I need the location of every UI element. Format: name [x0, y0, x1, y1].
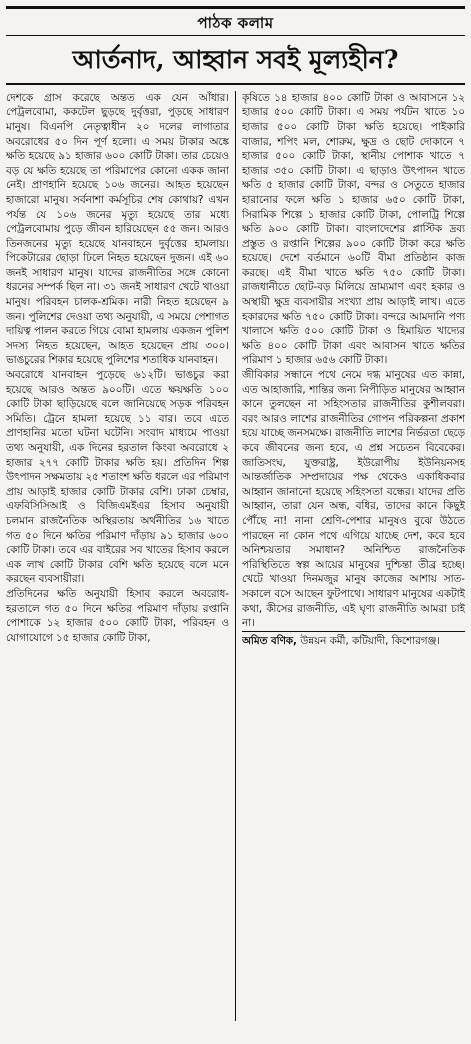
article-body	[6, 91, 465, 1021]
column-right	[242, 91, 465, 1021]
author-details: উন্নয়ন কর্মী, কটিয়াদী, কিশোরগঞ্জ।	[296, 634, 440, 647]
section-rule	[6, 35, 465, 36]
paragraph: জীবিকার সন্ধানে পথে নেমে দগ্ধ মানুষের এত কান্না, এত আহাজারি, শান্তির জন্য নিপীড়িত মানুষের আহ্বান কানে তুলছেন না সহিংসতার রাজনীতির কুশীলবরা। বরং আরও লাশের রাজনীতির গোপন পরিকল্পনা প্রকাশ হয়ে যাচ্ছে জনসমক্ষে। রাজনীতি লাশের নির্ভরতা ছেড়ে কবে জীবনের জন্য হবে, এ প্রশ্ন সচেতন বিবেকের। জাতিসংঘ, যুক্তরাষ্ট্র, ইউরোপীয় ইউনিয়নসহ আন্তর্জাতিক সম্প্রদায়ের পক্ষ থেকেও একাধিকবার আহ্বান জানানো হয়েছে সহিংসতা বন্ধের। যাদের প্রতি আহ্বান, তারা যেন অন্ধ, বধির, তাদের কানে কিছুই পৌঁছে না! নানা শ্রেণি-পেশার মানুষও বুঝে উঠতে পারছেন না কোন পথে এগিয়ে যাচ্ছে দেশ, কবে হবে অনিশ্চয়তার সমাধান? অনিশ্চিত রাজনৈতিক পরিস্থিতিতে স্বল্প আয়ের মানুষের দুশ্চিন্তা তীব্র হচ্ছে। খেটে খাওয়া দিনমজুর মানুষ কাজের আশায় সাত-সকালে বসে আছেন ফুটপাথে। সাধারণ মানুষের একটাই কথা, কীসের রাজনীতি, এই ঘৃণ্য রাজনীতি আমরা চাই না।	[242, 369, 465, 630]
section-header	[6, 6, 465, 36]
article-headline: আর্তনাদ, আহ্বান সবই মূল্যহীন?	[6, 36, 465, 85]
section-label: পাঠক কলাম	[197, 14, 274, 32]
paragraph: অবরোধে যানবাহন পুড়েছে ৬১২টি। ভাঙচুর করা হয়েছে আরও অন্তত ৯০০টি। এতে ক্ষয়ক্ষতি ১০০ কোটি টাকা ছাড়িয়েছে বলে জানিয়েছে সড়ক পরিবহন সমিতি। ট্রেনে হামলা হয়েছে ১১ বার। তবে এতে প্রাণহানির মতো ঘটনা ঘটেনি। সংবাদ মাধ্যমে পাওয়া তথ্য অনুযায়ী, এক দিনের হরতাল কিংবা অবরোধে ২ হাজার ২৭৭ কোটি টাকার ক্ষতি হয়। প্রতিদিন শিল্প উৎপাদন সক্ষমতায় ২৫ শতাংশ ক্ষতি ধরলে এর পরিমাণ প্রায় আড়াই হাজার কোটি টাকার বেশি। ঢাকা চেম্বার, এফবিসিসিআই ও বিজিএমইএর হিসাব অনুযায়ী চলমান রাজনৈতিক অস্থিরতায় অর্থনীতির ১৬ খাতে গত ৫০ দিনে ক্ষতির পরিমাণ দাঁড়ায় ৯১ হাজার ৬০০ কোটি টাকা। তবে এর বাইরের সব খাতের হিসাব করলে এক লাখ কোটি টাকার বেশি ক্ষতি হয়েছে বলে মনে করছেন ব্যবসায়ীরা।	[6, 369, 229, 586]
paragraph: কৃষিতে ১৪ হাজার ৪০০ কোটি টাকা ও আবাসনে ১২ হাজার ৫০০ কোটি টাকা। এ সময় পর্যটন খাতে ১০ হাজার ৫০০ কোটি টাকা ক্ষতি হয়েছে। পাইকারি বাজার, শপিং মল, শোরুম, ক্ষুদ্র ও ছোট দোকানে ৭ হাজার ৫০০ কোটি টাকা, স্থানীয় পোশাক খাতে ৭ হাজার ৩৫০ কোটি টাকা। এ ছাড়াও উৎপাদন খাতে ক্ষতি ৫ হাজার কোটি টাকা, বন্দর ও সেতুতে হাজার হারানোর ফলে ক্ষতি ১ হাজার ৬৫০ কোটি টাকা, সিরামিক শিল্পে ১ হাজার কোটি টাকা, পোলট্রি শিল্পে ক্ষতি ৯০০ কোটি টাকা। বাংলাদেশের প্লাস্টিক দ্রব্য প্রস্তুত ও রপ্তানি শিল্পের ৯০০ কোটি টাকা করে ক্ষতি হয়েছে। দেশে বর্তমানে ৬০টি বীমা প্রতিষ্ঠান কাজ করছে। এই বীমা খাতে ক্ষতি ৭৫০ কোটি টাকা। রাজধানীতে ছোট-বড় মিলিয়ে ভ্রাম্যমাণ এবং হকার ও অস্থায়ী ক্ষুদ্র ব্যবসায়ীর সংখ্যা প্রায় আড়াই লাখ। এতে হকারদের ক্ষতি ৭৫০ কোটি টাকা। বন্দরে আমদানি পণ্য খালাসে ক্ষতি ৫০০ কোটি টাকা ও হিমায়িত খাদ্যের ক্ষতি ৪০০ কোটি টাকা এবং আবাসন খাতে ক্ষতির পরিমাণ ১ হাজার ৬৫৬ কোটি টাকা।	[242, 91, 465, 367]
paragraph: প্রতিদিনের ক্ষতি অনুযায়ী হিসাব করলে অবরোধ-হরতালে গত ৫০ দিনে ক্ষতির পরিমাণ দাঁড়ায় রপ্তানি পোশাকে ১২ হাজার ৫০০ কোটি টাকা, পরিবহন ও যোগাযোগে ১৫ হাজার কোটি টাকা,	[6, 587, 229, 644]
column-divider	[235, 91, 236, 1021]
author-name: অমিত বণিক,	[242, 634, 297, 647]
author-byline	[242, 631, 465, 649]
top-rule	[6, 6, 465, 9]
paragraph: দেশকে গ্রাস করেছে অন্তত এক যেন আঁধার। পেট্রলবোমা, ককটেল ছুড়ছে দুর্বৃত্তরা, পুড়ছে সাধারণ মানুষ। বিএনপি নেতৃত্বাধীন ২০ দলের লাগাতার অবরোধের ৫০ দিন পূর্ণ হলো। এ সময় টাকার অঙ্কে ক্ষতি হয়েছে ৯১ হাজার ৬০০ কোটি টাকা। তার চেয়েও বড় যে ক্ষতি হয়েছে তা পরিমাপের কোনো একক জানা নেই। প্রাণহানি হয়েছে ১০৬ জনের। আহত হয়েছেন হাজারো মানুষ। সর্বনাশা কর্মসূচির শেষ কোথায়? এখন পর্যন্ত যে ১০৬ জনের মৃত্যু হয়েছে তার মধ্যে পেট্রলবোমায় পুড়ে জীবন হারিয়েছেন ৫৫ জন। আরও তিনজনের মৃত্যু হয়েছে যানবাহনে দুর্বৃত্তের হামলায়। পিকেটারের ছোড়া ঢিলে নিহত হয়েছেন দুজন। এই ৬০ জনই সাধারণ মানুষ। যাদের রাজনীতির সঙ্গে কোনো ধরনের সম্পর্ক ছিল না। ৩১ জনই সাধারণ খেটে খাওয়া মানুষ। পরিবহন চালক-শ্রমিক। নারী নিহত হয়েছেন ৯ জন। পুলিশের দেওয়া তথ্য অনুযায়ী, এ সময়ে পেশাগত দায়িত্ব পালন করতে গিয়ে বোমা হামলায় একজন পুলিশ সদস্য নিহত হয়েছেন, আহত হয়েছেন প্রায় ৩০০। ভাঙচুরের শিকার হয়েছে পুলিশের শতাধিক যানবাহন।	[6, 91, 229, 367]
column-left	[6, 91, 229, 1021]
